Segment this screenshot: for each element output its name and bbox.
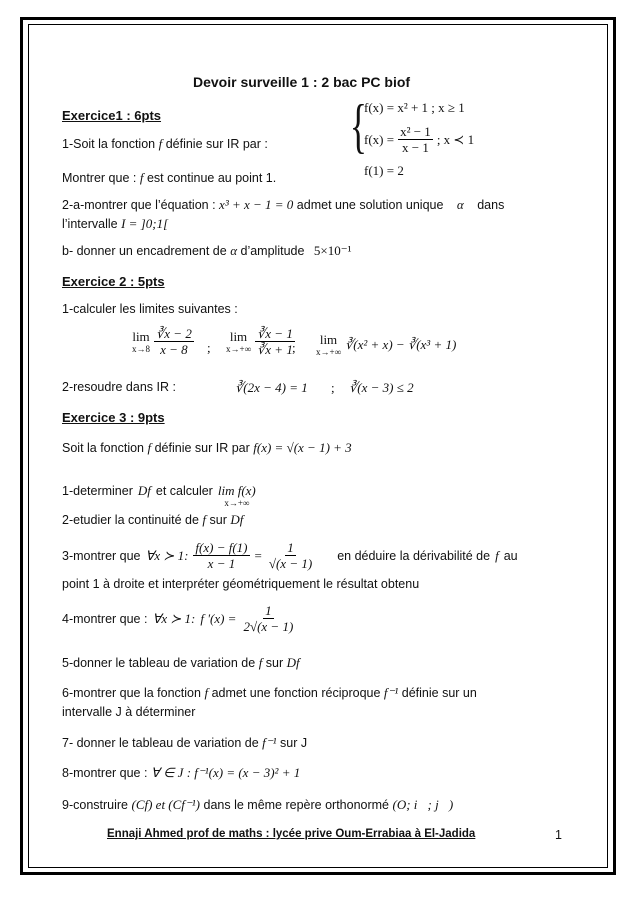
ex1-line-1 — [62, 136, 268, 152]
ex3-l1-b: définie sur IR par — [154, 441, 250, 455]
limit-3 — [316, 333, 456, 357]
ex3-l3-a: 2-etudier la continuité de — [62, 513, 199, 527]
ex3-l6-num: 1 — [265, 603, 272, 618]
system-line-2-cond: ; x ≺ 1 — [436, 131, 475, 147]
ex3-line-2 — [62, 474, 256, 508]
ex1-l3-alpha: α — [456, 197, 464, 212]
ex3-l11-a: 8-montrer que : — [62, 766, 148, 780]
limit-2 — [226, 326, 295, 357]
ex3-l7-df: Df — [286, 655, 300, 670]
limit-1-operator: lim x→8 — [132, 328, 150, 354]
ex1-l2-a: Montrer que : — [62, 171, 137, 185]
ex3-l4-c: au — [503, 548, 518, 563]
ex3-l7-b: sur — [265, 656, 284, 670]
system-line-2 — [364, 124, 474, 155]
ex2-line-2: 2-resoudre dans IR : — [62, 380, 176, 394]
ex3-line-1 — [62, 440, 352, 456]
ex3-line-4: 3-montrer que ∀x ≻ 1: $\frac{f(x) - f(1)}{x - 1}$ = $\frac{1}{√(x - 1)}$ en déduire la dérivabilité de f au — [62, 540, 518, 571]
ex3-l12-b: dans le même repère orthonormé — [203, 798, 390, 812]
ex1-l3-a: 2-a-montrer que l’équation : — [62, 198, 216, 212]
ex1-l3-equation: x³ + x − 1 = 0 — [219, 197, 294, 212]
ex3-l1-a: Soit la fonction — [62, 441, 144, 455]
ex3-l4-rden: √(x − 1) — [268, 556, 313, 571]
system-line-2-num: x² − 1 — [400, 124, 431, 139]
ex2-equation-2: ∛(x − 3) ≤ 2 — [349, 380, 414, 395]
ex3-l3-df: Df — [230, 512, 244, 527]
limit-2-den: ∛x + 1 — [257, 342, 293, 357]
ex3-l8-b: admet une fonction réciproque — [211, 686, 381, 700]
ex3-l2-a: 1-determiner — [62, 484, 133, 498]
ex3-line-8 — [62, 685, 477, 701]
system-line-2-fraction — [398, 124, 433, 155]
system-line-2-lhs: f(x) = — [364, 131, 395, 147]
ex1-l5-b: d’amplitude — [240, 244, 305, 258]
ex1-l4-interval: I = ]0;1[ — [121, 216, 169, 231]
ex3-l8-finv: f⁻¹ — [383, 685, 399, 700]
ex3-l8-c: définie sur un — [401, 686, 477, 700]
limit-1-num: ∛x − 2 — [156, 326, 192, 341]
ex3-l8-f: f — [204, 685, 209, 700]
page-number: 1 — [555, 828, 562, 842]
ex3-l6-quantifier: ∀x ≻ 1: — [152, 610, 196, 626]
ex3-l10-a: 7- donner le tableau de variation de — [62, 736, 259, 750]
ex3-l4-rnum: 1 — [287, 540, 294, 555]
ex1-l1-b: définie sur IR par : — [165, 137, 268, 151]
limit-2-sub: x→+∞ — [226, 343, 251, 354]
ex1-l2-f: f — [139, 170, 144, 185]
ex3-l3-b: sur — [209, 513, 227, 527]
ex3-line-11 — [62, 765, 300, 781]
ex3-l6-den: 2√(x − 1) — [243, 619, 294, 634]
ex1-line-2 — [62, 170, 276, 186]
ex3-l7-f: f — [258, 655, 263, 670]
ex1-l1-f: f — [158, 136, 163, 151]
ex3-l2-lim: lim f(x) — [217, 483, 256, 498]
ex2-line-1: 1-calculer les limites suivantes : — [62, 302, 238, 316]
ex3-l6-fraction — [241, 603, 295, 634]
ex1-l1-a: 1-Soit la fonction — [62, 137, 156, 151]
limit-2-fraction — [255, 326, 295, 357]
ex3-l2-b: et calculer — [155, 484, 213, 498]
ex3-l3-f: f — [202, 512, 207, 527]
limit-1 — [132, 326, 194, 357]
ex3-line-3 — [62, 512, 243, 528]
ex1-l5-alpha: α — [230, 243, 238, 258]
limit-3-sub: x→+∞ — [316, 347, 341, 357]
ex3-l11-equation: ∀ ∈ J : f⁻¹(x) = (x − 3)² + 1 — [150, 765, 301, 780]
ex1-line-5 — [62, 243, 352, 259]
ex3-l7-a: 5-donner le tableau de variation de — [62, 656, 256, 670]
ex3-l4-fraction-left — [193, 540, 249, 571]
sep-2: ; — [292, 340, 296, 355]
limit-1-fraction — [154, 326, 194, 357]
system-line-3: f(1) = 2 — [364, 163, 404, 178]
ex3-l1-function: f(x) = √(x − 1) + 3 — [253, 440, 352, 455]
ex1-l4-a: l’intervalle — [62, 217, 118, 231]
system-line-2-den: x − 1 — [402, 140, 429, 155]
ex3-line-7 — [62, 655, 300, 671]
ex3-l12-a: 9-construire — [62, 798, 128, 812]
exercise-3-heading: Exercice 3 : 9pts — [62, 410, 165, 425]
ex1-line-4 — [62, 216, 168, 232]
ex3-l12-repere: (O; i⃗; j⃗) — [392, 797, 454, 812]
ex3-line-6 — [62, 603, 295, 634]
system-line-1: f(x) = x² + 1 ; x ≥ 1 — [364, 100, 465, 115]
limit-2-operator: lim x→+∞ — [226, 328, 251, 354]
limit-1-den: x − 8 — [160, 342, 188, 357]
ex1-l5-a: b- donner un encadrement de — [62, 244, 227, 258]
ex1-l3-c: dans — [477, 198, 505, 212]
exercise-1-heading: Exercice1 : 6pts — [62, 108, 162, 123]
ex3-l2-df: Df — [137, 483, 151, 498]
ex3-line-9: intervalle J à déterminer — [62, 705, 196, 719]
sep-3: ; — [331, 380, 335, 395]
ex3-l6-a: 4-montrer que : — [62, 611, 148, 626]
ex3-line-5: point 1 à droite et interpréter géométriquement le résultat obtenu — [62, 577, 420, 591]
ex3-l10-finv: f⁻¹ — [262, 735, 277, 750]
ex3-l1-f: f — [147, 440, 152, 455]
ex3-l4-a: 3-montrer que — [62, 548, 141, 563]
ex3-l4-fraction-right — [267, 540, 314, 571]
document-title: Devoir surveille 1 : 2 bac PC biof — [193, 74, 411, 90]
ex3-l4-num: f(x) − f(1) — [195, 540, 248, 555]
ex1-l5-amplitude: 5×10⁻¹ — [313, 243, 352, 258]
limit-3-operator: lim x→+∞ — [316, 332, 341, 357]
ex3-l2-sub: x→+∞ — [224, 498, 250, 508]
sep-1: ; — [207, 340, 211, 355]
ex3-l6-lhs: f '(x) = — [200, 610, 237, 626]
ex3-line-10 — [62, 735, 307, 751]
limit-1-sub: x→8 — [132, 343, 150, 354]
ex3-l4-den: x − 1 — [207, 556, 236, 571]
ex3-l4-b: en déduire la dérivabilité de — [337, 548, 491, 563]
footer-credit: Ennaji Ahmed prof de maths : lycée prive Oum-Errabiaa à El-Jadida — [107, 828, 476, 840]
ex1-l2-b: est continue au point 1. — [146, 171, 277, 185]
ex3-l10-b: sur J — [280, 736, 308, 750]
exercise-2-heading: Exercice 2 : 5pts — [62, 274, 165, 289]
ex3-line-12 — [62, 797, 453, 813]
limit-3-expression: ∛(x² + x) − ∛(x³ + 1) — [345, 337, 457, 352]
limit-2-num: ∛x − 1 — [257, 326, 293, 341]
ex1-line-3 — [62, 197, 504, 213]
ex2-equation-1: ∛(2x − 4) = 1 — [235, 380, 308, 395]
ex3-l2-limit — [218, 474, 256, 508]
ex3-l4-f: f — [495, 547, 499, 563]
ex3-l8-a: 6-montrer que la fonction — [62, 686, 201, 700]
ex1-l3-b: admet une solution unique — [296, 198, 444, 212]
ex3-l4-quantifier: ∀x ≻ 1: — [145, 547, 189, 563]
ex3-l12-curves: (Cf) et (Cf⁻¹) — [131, 797, 201, 812]
system-brace: { — [349, 93, 368, 159]
